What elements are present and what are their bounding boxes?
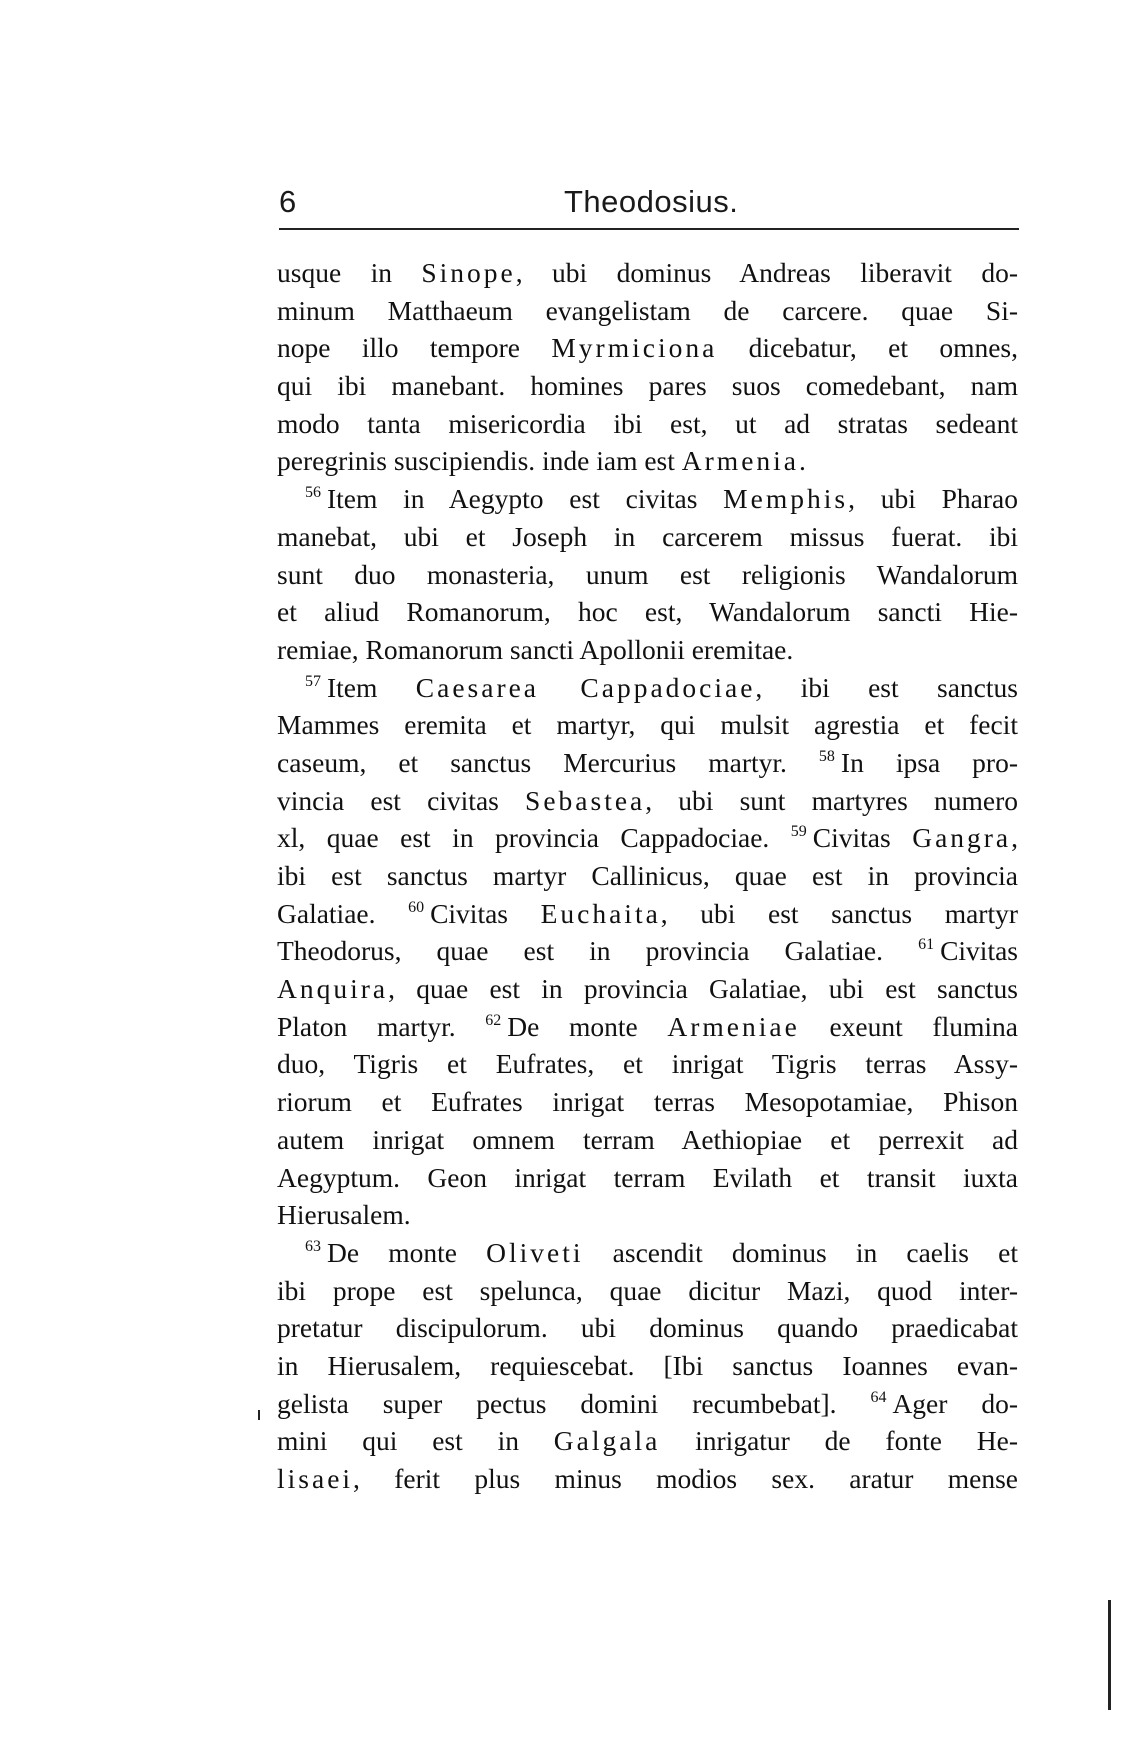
header-rule — [279, 228, 1019, 230]
section-number: 62 — [485, 1011, 502, 1029]
text-line: Aegyptum. Geon inrigat terram Evilath et transit iuxta — [277, 1161, 1018, 1193]
scan-edge-mark — [1108, 1600, 1111, 1710]
text-line: sunt duo monasteria, unum est religionis Wandalorum — [277, 558, 1018, 590]
text-line: minum Matthaeum evangelistam de carcere. quae Si- — [277, 294, 1018, 326]
text-line: mini qui est in Galgala inrigatur de fonte He- — [277, 1425, 1018, 1457]
text-line: gelista super pectus domini recumbebat]. $^{64}$ Ager do- — [277, 1387, 1018, 1419]
text-line: manebat, ubi et Joseph in carcerem missus fuerat. ibi — [277, 520, 1018, 552]
text-line: caseum, et sanctus Mercurius martyr. $^{58}$ In ipsa pro- — [277, 746, 1018, 778]
text-line: qui ibi manebant. homines pares suos comedebant, nam — [277, 370, 1018, 402]
text-line: modo tanta misericordia ibi est, ut ad stratas sedeant — [277, 407, 1018, 439]
running-title: Theodosius. — [564, 184, 739, 219]
text-line: et aliud Romanorum, hoc est, Wandalorum sancti Hie- — [277, 596, 1018, 628]
text-line: duo, Tigris et Eufrates, et inrigat Tigris terras Assy- — [277, 1048, 1018, 1080]
section-number: 56 — [305, 484, 321, 502]
text-line: riorum et Eufrates inrigat terras Mesopotamiae, Phison — [277, 1086, 1018, 1118]
text-line: $^{63}$ De monte Oliveti ascendit dominus in caelis et — [305, 1236, 1018, 1268]
section-number: 59 — [790, 823, 807, 841]
text-line: $^{56}$ Item in Aegypto est civitas Memphis, ubi Pharao — [305, 483, 1018, 515]
text-line: usque in Sinope, ubi dominus Andreas liberavit do- — [277, 257, 1018, 288]
text-line: in Hierusalem, requiescebat. [Ibi sanctus Ioannes evan- — [277, 1349, 1018, 1381]
text-line: remiae, Romanorum sancti Apollonii eremitae. — [277, 633, 794, 665]
margin-speck — [258, 1410, 260, 1420]
text-line: ibi est sanctus martyr Callinicus, quae est in provincia — [277, 860, 1018, 891]
section-number: 60 — [408, 898, 425, 916]
text-line: ibi prope est spelunca, quae dicitur Mazi, quod inter- — [277, 1274, 1018, 1306]
section-number: 63 — [305, 1237, 321, 1255]
text-line: nope illo tempore Myrmiciona dicebatur, et omnes, — [277, 332, 1018, 364]
section-number: 61 — [918, 936, 935, 954]
page-header — [279, 184, 1019, 226]
body-text — [277, 254, 1018, 1498]
text-line: lisaei, ferit plus minus modios sex. aratur mense — [277, 1463, 1018, 1494]
text-line: $^{57}$ Item Caesarea Cappadociae, ibi est sanctus — [305, 671, 1018, 703]
text-line: Mammes eremita et martyr, qui mulsit agrestia et fecit — [277, 709, 1018, 741]
page-number: 6 — [279, 184, 297, 219]
text-line: xl, quae est in provincia Cappadociae. $^{59}$ Civitas Gangra, — [277, 822, 1019, 854]
text-line: Hierusalem. — [277, 1199, 411, 1231]
section-number: 57 — [305, 672, 321, 690]
text-line: pretatur discipulorum. ubi dominus quando praedicabat — [277, 1312, 1018, 1344]
text-line: vincia est civitas Sebastea, ubi sunt martyres numero — [277, 784, 1018, 816]
text-line: autem inrigat omnem terram Aethiopiae et perrexit ad — [277, 1123, 1018, 1155]
section-number: 64 — [870, 1388, 887, 1406]
text-line: Galatiae. $^{60}$ Civitas Euchaita, ubi est sanctus martyr — [277, 897, 1018, 929]
text-line: Platon martyr. $^{62}$ De monte Armeniae exeunt flumina — [277, 1010, 1018, 1042]
text-line: Anquira, quae est in provincia Galatiae, ubi est sanctus — [277, 973, 1018, 1005]
text-line: peregrinis suscipiendis. inde iam est Armenia. — [277, 445, 806, 477]
section-number: 58 — [818, 747, 835, 765]
text-line: Theodorus, quae est in provincia Galatiae. $^{61}$ Civitas — [277, 935, 1018, 967]
